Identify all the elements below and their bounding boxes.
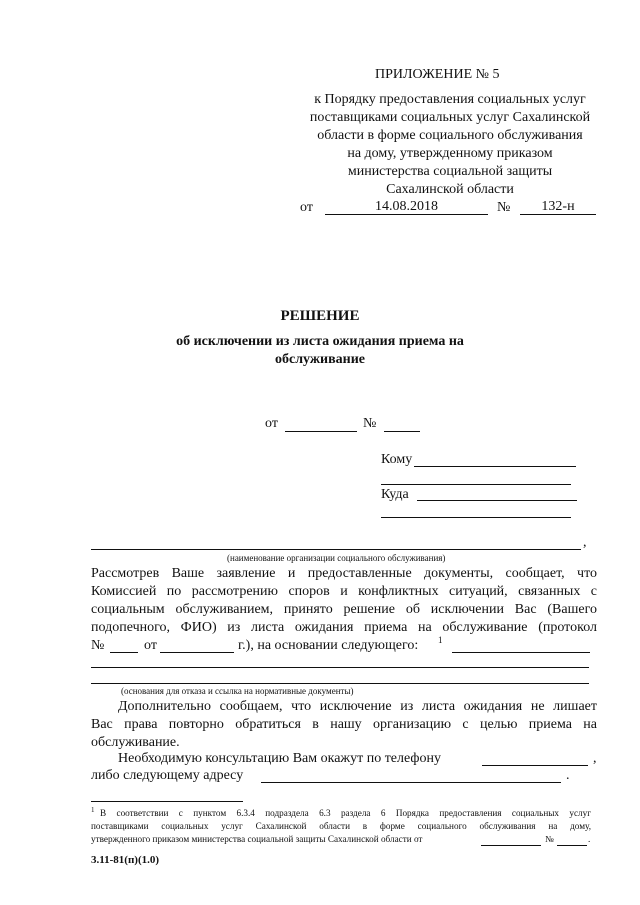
phone-comma: , <box>593 751 597 766</box>
appendix-line-5: министерства социальной защиты <box>347 164 553 179</box>
form-from-label: от <box>265 416 278 431</box>
org-comma: , <box>583 535 587 550</box>
appendix-from-label: от <box>300 200 313 215</box>
footnote-separator <box>91 801 243 802</box>
appendix-date: 14.08.2018 <box>375 199 438 214</box>
appendix-line-2: поставщиками социальных услуг Сахалинской <box>309 110 591 125</box>
appendix-line-3: области в форме социального обслуживания <box>317 128 583 143</box>
form-number-field[interactable] <box>384 431 420 432</box>
form-to-label: Кому <box>381 452 413 467</box>
appendix-line-1: к Порядку предоставления социальных услуг <box>314 92 586 107</box>
paragraph-2-line-2: Вас права повторно обратиться в нашу организацию с целью приема на <box>91 717 597 732</box>
decision-subtitle-1: об исключении из листа ожидания приема на <box>176 334 464 349</box>
form-to-field[interactable] <box>414 466 576 467</box>
form-where-label: Куда <box>381 487 409 502</box>
appendix-number-label: № <box>497 200 511 215</box>
footnote-mark: 1 <box>91 806 95 814</box>
appendix-line-4: на дому, утвержденному приказом <box>347 146 553 161</box>
phone-field[interactable] <box>482 765 588 766</box>
org-name-field[interactable] <box>91 549 581 550</box>
address-text: либо следующему адресу <box>91 768 244 783</box>
appendix-title: ПРИЛОЖЕНИЕ № 5 <box>375 67 500 82</box>
paragraph-1-line-2: Комиссией по рассмотрению споров и конфликтных ситуаций, связанных с <box>91 584 597 599</box>
basis-field-1[interactable] <box>452 652 590 653</box>
paragraph-1-line-4: подопечного, ФИО) из листа ожидания приема на обслуживание (протокол <box>91 620 597 635</box>
footnote-reference: 1 <box>438 635 443 645</box>
protocol-date-field[interactable] <box>160 652 234 653</box>
paragraph-2-line-3: обслуживание. <box>91 735 180 750</box>
paragraph-1-line-3: социальным обслуживанием, принято решение об исключении Вас (Вашего <box>91 602 597 617</box>
form-number-label: № <box>363 416 377 431</box>
footnote-line-1: В соответствии с пунктом 6.3.4 подраздела 6.3 раздела 6 Порядка предоставления социальных услуг <box>100 808 591 818</box>
reason-caption: (основания для отказа и ссылка на нормативные документы) <box>121 686 354 696</box>
basis-field-2[interactable] <box>91 667 589 668</box>
address-period: . <box>566 768 570 783</box>
form-date-field[interactable] <box>285 431 357 432</box>
footnote-date-field[interactable] <box>481 845 541 846</box>
appendix-number: 132-н <box>541 199 575 214</box>
decision-subtitle-2: обслуживание <box>274 352 365 367</box>
protocol-basis-text: г.), на основании следующего: <box>238 638 419 653</box>
protocol-number-field[interactable] <box>110 652 138 653</box>
form-where-field[interactable] <box>417 500 577 501</box>
footnote-line-3: утвержденного приказом министерства социальной защиты Сахалинской области от <box>91 834 423 844</box>
document-code: 3.11-81(п)(1.0) <box>91 854 160 866</box>
address-field[interactable] <box>261 782 561 783</box>
phone-text: Необходимую консультацию Вам окажут по телефону <box>118 751 441 766</box>
protocol-from-label: от <box>144 638 157 653</box>
footnote-number-field[interactable] <box>557 845 587 846</box>
paragraph-1-line-1: Рассмотрев Ваше заявление и предоставленные документы, сообщает, что <box>91 566 597 581</box>
org-caption: (наименование организации социального обслуживания) <box>227 553 446 563</box>
basis-field-3[interactable] <box>91 683 589 684</box>
footnote-period: . <box>588 834 591 844</box>
footnote-number-label: № <box>545 834 554 844</box>
appendix-line-6: Сахалинской области <box>386 182 514 197</box>
form-to-field-2[interactable] <box>381 484 571 485</box>
footnote-line-2: поставщиками социальных услуг Сахалинской области в форме социального обслуживания на дому, <box>91 821 591 831</box>
decision-title: РЕШЕНИЕ <box>280 308 360 324</box>
paragraph-2-line-1: Дополнительно сообщаем, что исключение из листа ожидания не лишает <box>118 699 597 714</box>
protocol-number-label: № <box>91 638 105 653</box>
form-where-field-2[interactable] <box>381 517 571 518</box>
